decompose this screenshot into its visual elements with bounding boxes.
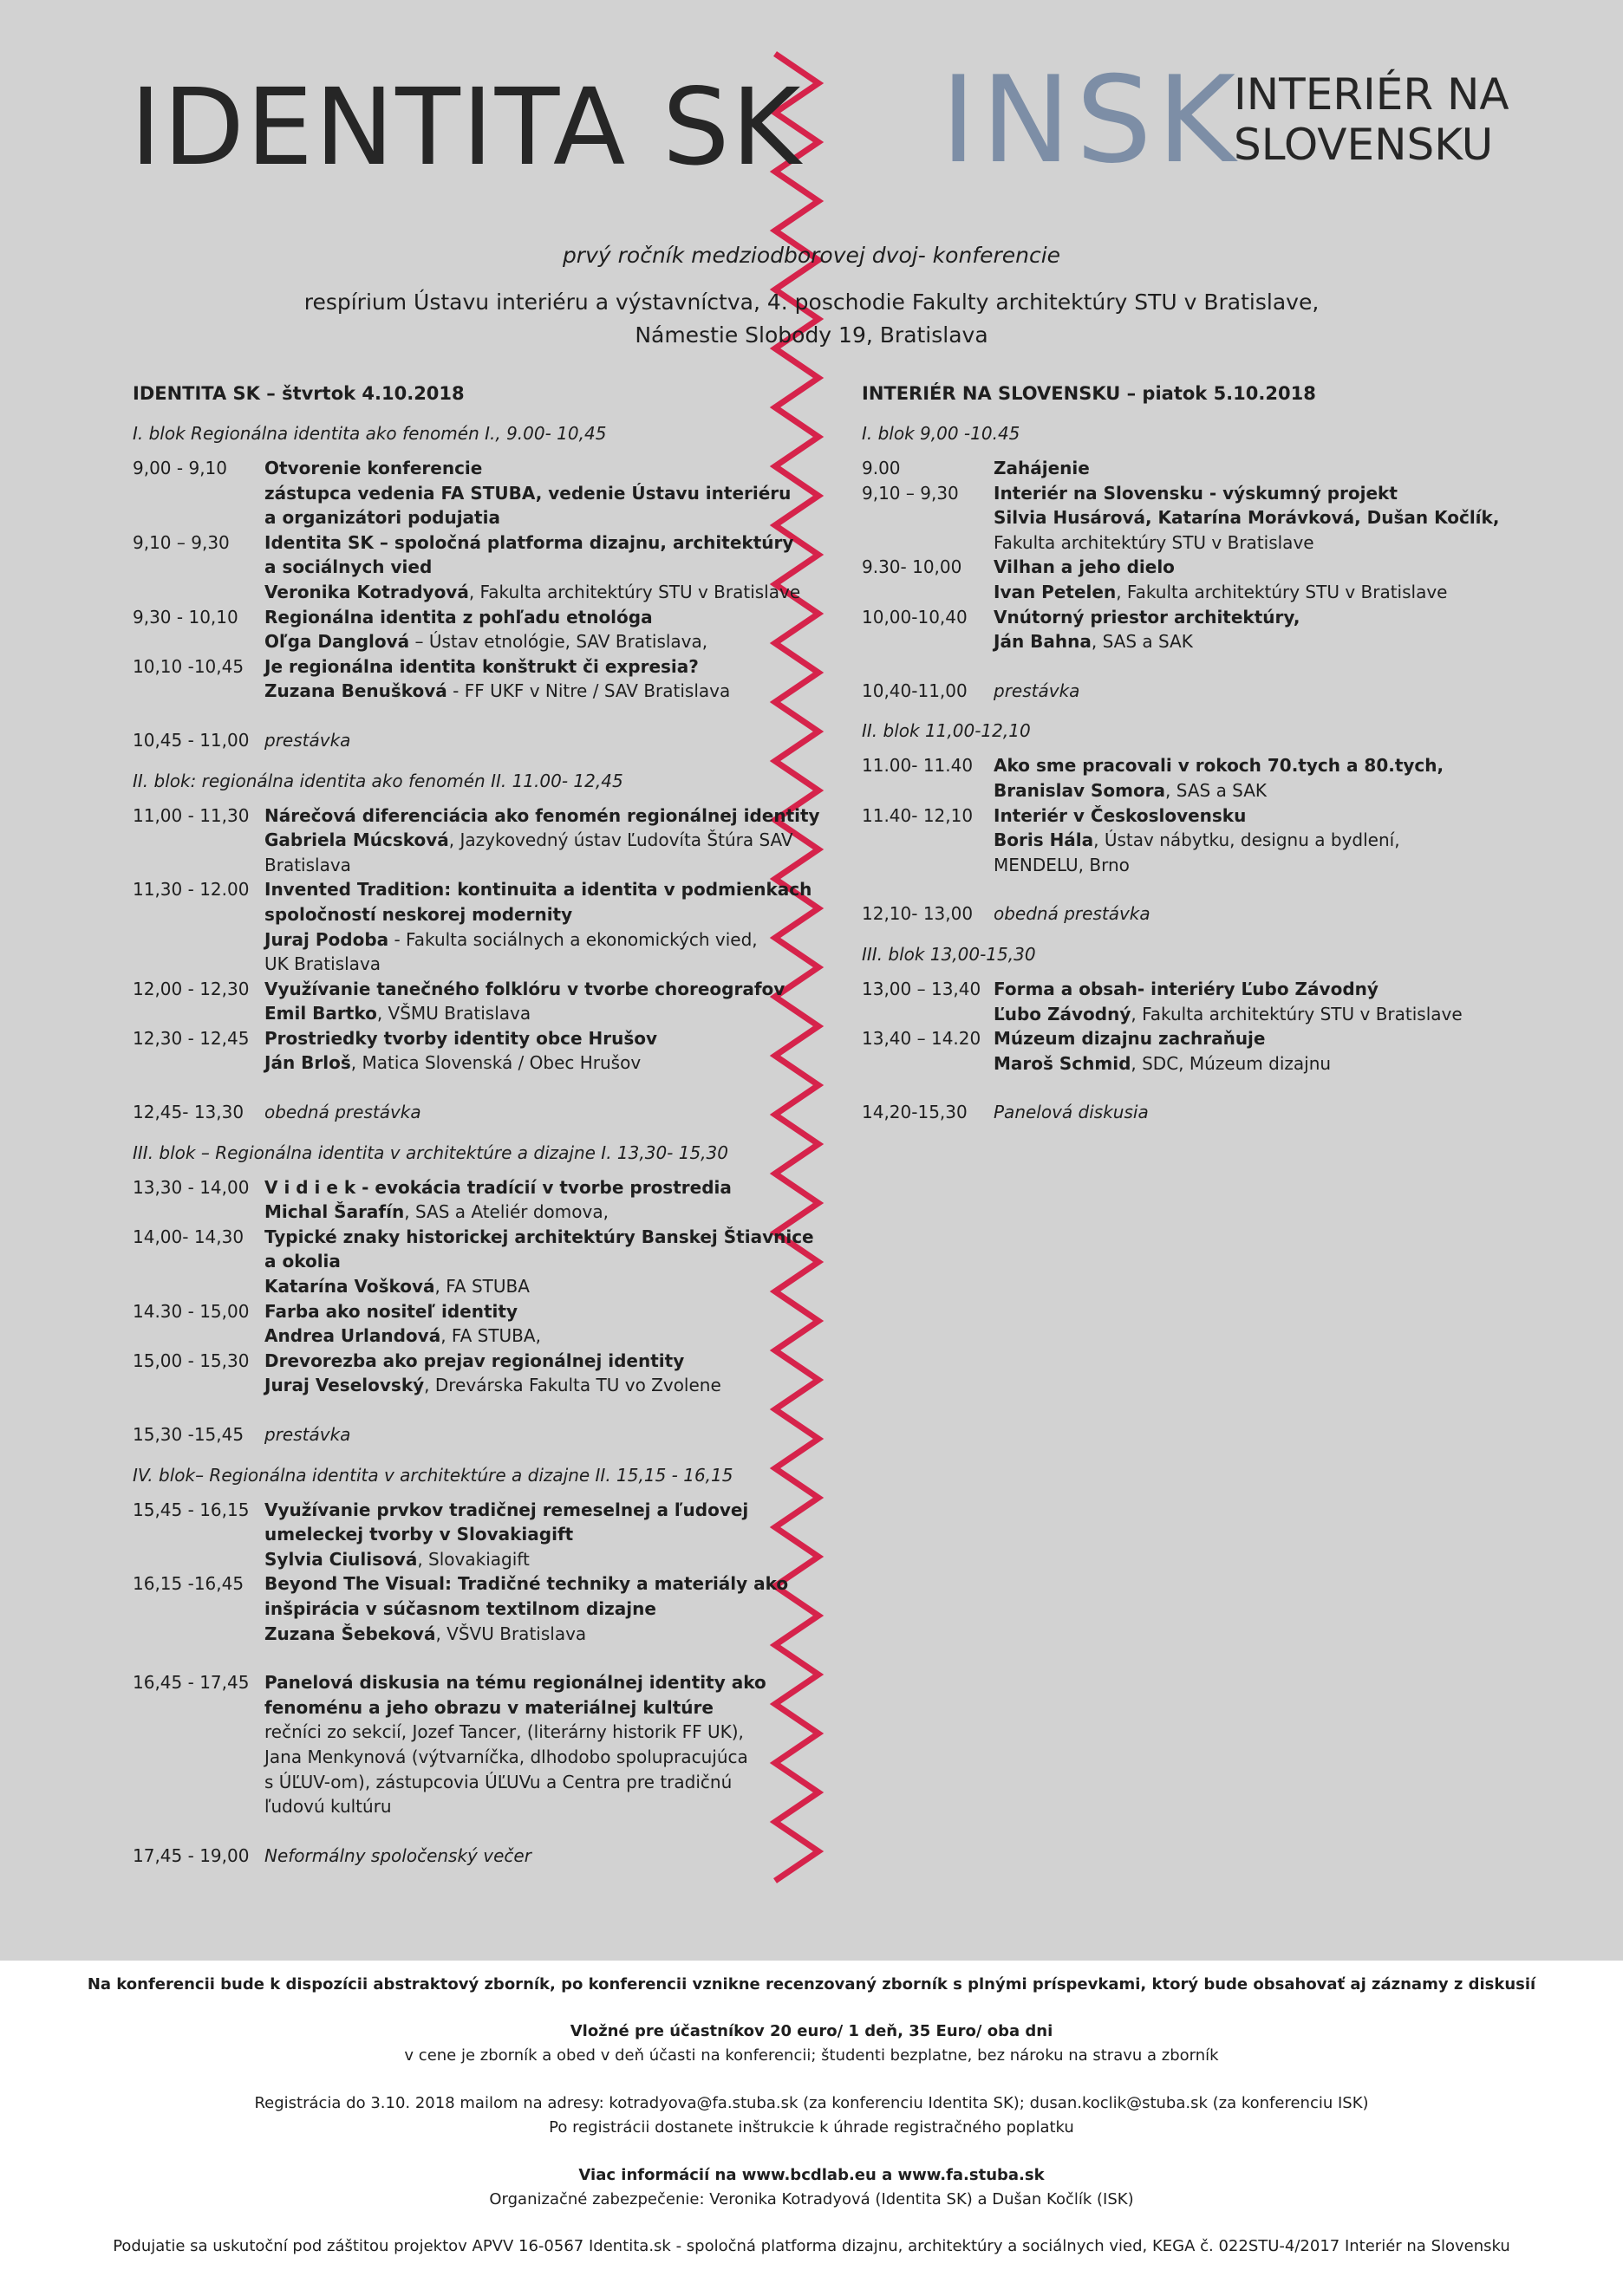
speaker-line	[264, 1001, 766, 1026]
speaker-name: Sylvia Ciulisová	[264, 1548, 418, 1570]
schedule-row	[133, 1844, 766, 1869]
time-slot: 15,00 - 15,30	[133, 1350, 250, 1371]
session-content	[994, 1026, 1486, 1076]
schedule-row	[133, 877, 812, 976]
time-slot: 9,10 – 9,30	[133, 531, 230, 553]
speaker-affiliation: , SDC, Múzeum dizajnu	[1131, 1052, 1332, 1074]
session-detail-line: Fakulta architektúry STU v Bratislave	[994, 531, 1314, 553]
session-content	[994, 753, 1486, 803]
session-content	[264, 803, 820, 878]
time-slot: 16,45 - 17,45	[133, 1672, 250, 1694]
session-detail-line: rečníci zo sekcií, Jozef Tancer, (literárny historik FF UK),	[264, 1721, 744, 1743]
session-title-line: umeleckej tvorby v Slovakiagift	[264, 1524, 574, 1545]
session-title-line: Farba ako nositeľ identity	[264, 1300, 518, 1322]
session-title-line: Prostriedky tvorby identity obce Hrušov	[264, 1027, 658, 1049]
speaker-line	[264, 1547, 766, 1572]
block-heading: III. blok 13,00-15,30	[862, 943, 1036, 965]
block-heading: III. blok – Regionálna identita v architektúre a dizajne I. 13,30- 15,30	[133, 1141, 728, 1163]
schedule-row	[133, 1100, 766, 1125]
session-detail-line: MENDELU, Brno	[994, 854, 1130, 875]
time-slot: 15,30 -15,45	[133, 1424, 244, 1445]
time-slot: 10,45 - 11,00	[133, 729, 250, 751]
conference-subtitle: prvý ročník medziodborovej dvoj- konferencie	[562, 243, 1061, 268]
speaker-affiliation: , SAS a SAK	[1091, 631, 1193, 653]
schedule-row	[862, 1100, 1486, 1125]
session-content	[264, 456, 792, 530]
speaker-name: Ľubo Závodný	[994, 1003, 1131, 1024]
break-label: prestávka	[994, 680, 1080, 701]
speaker-line	[264, 927, 766, 953]
schedule-row	[133, 803, 820, 878]
session-detail-line: Jana Menkynová (výtvarníčka, dlhodobo spolupracujúca	[264, 1746, 748, 1767]
schedule-row	[133, 1299, 766, 1349]
speaker-name: Juraj Podoba	[264, 928, 389, 950]
block-heading: II. blok: regionálna identita ako fenomén II. 11.00- 12,45	[133, 770, 623, 791]
session-title-line: Regionálna identita z pohľadu etnológa	[264, 606, 653, 628]
time-slot: 9,10 – 9,30	[862, 482, 959, 504]
time-slot: 11,00 - 11,30	[133, 804, 250, 826]
session-title-line: spoločností neskorej modernity	[264, 903, 573, 925]
program-block	[133, 421, 801, 753]
schedule-row	[133, 1175, 766, 1225]
session-title-line: Silvia Husárová, Katarína Morávková, Dušan Kočlík,	[994, 507, 1500, 529]
session-title-line: Interiér v Československu	[994, 804, 1247, 826]
footer-fee	[0, 2020, 1623, 2068]
session-content	[994, 605, 1486, 654]
day-heading: INTERIÉR NA SLOVENSKU – piatok 5.10.2018	[862, 383, 1316, 404]
zigzag-edge-decoration	[0, 1926, 1623, 1964]
speaker-affiliation: , FA STUBA,	[440, 1325, 541, 1347]
speaker-name: Juraj Veselovský	[264, 1375, 425, 1396]
program-block	[862, 942, 1486, 1125]
registration-text: Registrácia do 3.10. 2018 mailom na adresy: kotradyova@fa.stuba.sk (za konferenciu Identita SK); dusan.koclik@stuba.sk (za konferenciu ISK)	[254, 2094, 1369, 2112]
schedule-row	[862, 679, 1486, 704]
schedule-row	[862, 901, 1486, 927]
program-block	[133, 1463, 789, 1869]
speaker-line	[994, 778, 1486, 803]
speaker-name: Veronika Kotradyová	[264, 581, 469, 602]
speaker-name: Michal Šarafín	[264, 1201, 405, 1223]
identita-sk-program	[133, 381, 820, 1868]
registration-note: Po registrácii dostanete inštrukcie k úhrade registračného poplatku	[549, 2118, 1074, 2137]
session-content	[264, 1026, 766, 1076]
session-title-line: a sociálnych vied	[264, 556, 433, 578]
session-content	[264, 1498, 766, 1572]
schedule-row	[862, 1026, 1486, 1076]
break-label: obedná prestávka	[264, 1102, 421, 1123]
venue-line: respírium Ústavu interiéru a výstavníctva, 4. poschodie Fakulty architektúry STU v Bratislave,	[303, 289, 1320, 315]
speaker-affiliation: , SAS a SAK	[1165, 779, 1268, 801]
organizers-text: Organizačné zabezpečenie: Veronika Kotradyová (Identita SK) a Dušan Kočlík (ISK)	[489, 2190, 1134, 2208]
time-slot: 13,00 – 13,40	[862, 978, 981, 999]
speaker-line	[994, 629, 1486, 654]
session-detail-line: Bratislava	[264, 854, 351, 875]
speaker-affiliation: , SAS a Ateliér domova,	[404, 1201, 609, 1223]
speaker-name: Ján Brloš	[264, 1052, 351, 1074]
schedule-row	[133, 654, 766, 704]
speaker-line	[264, 1050, 766, 1076]
session-content	[264, 877, 812, 976]
speaker-line	[264, 1274, 766, 1299]
speaker-name: Emil Bartko	[264, 1003, 377, 1024]
speaker-affiliation: , VŠMU Bratislava	[376, 1003, 531, 1024]
session-title-line: Typické znaky historickej architektúry Banskej Štiavnice	[264, 1226, 814, 1247]
session-content	[994, 481, 1500, 556]
schedule-row	[133, 728, 766, 753]
identita-sk-title: IDENTITA SK	[130, 66, 803, 189]
session-title-line: Využívanie tanečného folklóru v tvorbe choreografov	[264, 978, 785, 999]
session-title-line: V i d i e k - evokácia tradícií v tvorbe prostredia	[264, 1176, 732, 1198]
session-title-line: Drevorezba ako prejav regionálnej identity	[264, 1350, 685, 1371]
speaker-line	[994, 828, 1486, 853]
more-info-link[interactable]: Viac informácií na www.bcdlab.eu a www.fa.stuba.sk	[578, 2166, 1045, 2184]
venue-line: Námestie Slobody 19, Bratislava	[635, 322, 988, 348]
fee-note: v cene je zborník a obed v deň účasti na konferencii; študenti bezplatne, bez nároku na stravu a zborník	[404, 2046, 1219, 2065]
speaker-name: Gabriela Múcsková	[264, 829, 449, 851]
block-heading: I. blok 9,00 -10.45	[862, 423, 1020, 444]
time-slot: 12,45- 13,30	[133, 1102, 244, 1123]
insk-program	[862, 381, 1500, 1125]
schedule-row	[133, 1225, 814, 1299]
session-detail-line: ľudovú kultúru	[264, 1796, 392, 1818]
session-content	[264, 1571, 789, 1646]
speaker-name: Zuzana Šebeková	[264, 1623, 436, 1644]
schedule-row	[133, 605, 766, 654]
time-slot: 10,40-11,00	[862, 680, 968, 701]
speaker-line	[264, 828, 793, 853]
program-block	[862, 421, 1500, 703]
insk-logo-subtitle	[1234, 69, 1520, 170]
serrated-edge	[0, 1926, 1623, 1961]
speaker-line	[264, 629, 766, 654]
time-slot: 14,20-15,30	[862, 1102, 968, 1123]
session-title-line: Interiér na Slovensku - výskumný projekt	[994, 482, 1398, 504]
break-label: obedná prestávka	[994, 903, 1150, 925]
speaker-affiliation: , FA STUBA	[434, 1276, 530, 1298]
break-label: Panelová diskusia	[994, 1102, 1149, 1123]
session-content	[264, 1225, 814, 1299]
session-content	[264, 1299, 766, 1349]
session-content	[264, 530, 801, 605]
session-content	[994, 901, 1486, 927]
time-slot: 9.30- 10,00	[862, 556, 962, 578]
time-slot: 16,15 -16,45	[133, 1573, 244, 1595]
schedule-row	[862, 555, 1486, 604]
schedule-row	[133, 530, 801, 605]
block-heading: II. blok 11,00-12,10	[862, 720, 1031, 742]
break-label: Neformálny spoločenský večer	[264, 1844, 531, 1866]
speaker-name: Andrea Urlandová	[264, 1325, 441, 1347]
session-content	[994, 977, 1486, 1026]
block-heading: I. blok Regionálna identita ako fenomén I., 9.00- 10,45	[133, 423, 607, 444]
speaker-affiliation: , Matica Slovenská / Obec Hrušov	[350, 1052, 642, 1074]
session-title-line: Ako sme pracovali v rokoch 70.tych a 80.tych,	[994, 755, 1444, 777]
footer-info	[0, 2163, 1623, 2212]
insk-subtitle-line: INTERIÉR NA	[1234, 69, 1509, 120]
speaker-affiliation: , Ústav nábytku, designu a bydlení,	[1093, 829, 1400, 851]
time-slot: 13,30 - 14,00	[133, 1176, 250, 1198]
time-slot: 17,45 - 19,00	[133, 1844, 250, 1866]
schedule-row	[133, 456, 792, 530]
schedule-row	[133, 1422, 766, 1447]
speaker-affiliation: – Ústav etnológie, SAV Bratislava,	[409, 631, 708, 653]
session-content	[264, 977, 785, 1026]
schedule-row	[862, 803, 1486, 878]
session-title-line: inšpirácia v súčasnom textilnom dizajne	[264, 1597, 656, 1619]
time-slot: 9.00	[862, 458, 901, 478]
speaker-affiliation: - FF UKF v Nitre / SAV Bratislava	[446, 680, 731, 702]
session-detail-line: UK Bratislava	[264, 953, 381, 975]
session-content	[264, 1844, 766, 1869]
schedule-row	[133, 1349, 766, 1398]
session-title-line: Forma a obsah- interiéry Ľubo Závodný	[994, 978, 1379, 999]
program-block	[862, 719, 1486, 927]
session-title-line: Beyond The Visual: Tradičné techniky a materiály ako	[264, 1573, 789, 1595]
speaker-line	[264, 1324, 766, 1349]
session-content	[994, 1100, 1486, 1125]
speaker-name: Maroš Schmid	[994, 1052, 1131, 1074]
schedule-row	[133, 1571, 789, 1646]
time-slot: 12,10- 13,00	[862, 903, 974, 925]
time-slot: 12,00 - 12,30	[133, 978, 250, 999]
speaker-affiliation: , Fakulta architektúry STU v Bratislave	[468, 581, 801, 602]
session-title-line: Otvorenie konferencie	[264, 458, 483, 478]
speaker-line	[994, 1051, 1486, 1076]
speaker-line	[994, 580, 1486, 605]
time-slot: 12,30 - 12,45	[133, 1027, 250, 1049]
schedule-row	[133, 1498, 766, 1572]
time-slot: 11.00- 11.40	[862, 755, 974, 777]
venue	[0, 286, 1623, 352]
speaker-line	[264, 679, 766, 704]
speaker-name: Zuzana Benušková	[264, 680, 447, 702]
session-title-line: a okolia	[264, 1251, 341, 1272]
time-slot: 10,00-10,40	[862, 606, 968, 628]
session-content	[264, 605, 766, 654]
session-title-line: Invented Tradition: kontinuita a identita v podmienkach	[264, 879, 812, 901]
session-content	[264, 1670, 766, 1819]
speaker-name: Boris Hála	[994, 829, 1094, 851]
schedule-row	[862, 753, 1486, 803]
fee-text: Vložné pre účastníkov 20 euro/ 1 deň, 35 Euro/ oba dni	[570, 2022, 1053, 2040]
schedule-row	[133, 1026, 766, 1076]
proceedings-note: Na konferencii bude k dispozícii abstraktový zborník, po konferencii vznikne recenzovaný zborník s plnými príspevkami, ktorý bude obsahovať aj záznamy z diskusií	[87, 1975, 1536, 1994]
schedule-row	[133, 1670, 766, 1819]
time-slot: 15,45 - 16,15	[133, 1499, 250, 1520]
insk-logo-acronym: INSK	[941, 50, 1242, 190]
speaker-affiliation: , Fakulta architektúry STU v Bratislave	[1116, 581, 1448, 602]
schedule-row	[862, 481, 1500, 556]
schedule-row	[862, 605, 1486, 654]
session-title-line: Múzeum dizajnu zachraňuje	[994, 1028, 1266, 1050]
speaker-name: Katarína Vošková	[264, 1276, 435, 1298]
program-block	[133, 1141, 814, 1447]
day-heading: IDENTITA SK – štvrtok 4.10.2018	[133, 383, 465, 404]
session-title-line: Vilhan a jeho dielo	[994, 556, 1175, 578]
session-content	[994, 803, 1486, 878]
session-content	[264, 1422, 766, 1447]
session-title-line: fenoménu a jeho obrazu v materiálnej kultúre	[264, 1696, 714, 1718]
time-slot: 14.30 - 15,00	[133, 1300, 250, 1322]
speaker-affiliation: , Jazykovedný ústav Ľudovíta Štúra SAV	[448, 829, 793, 851]
session-title-line: Identita SK – spoločná platforma dizajnu, architektúry	[264, 531, 794, 553]
speaker-affiliation: , VŠVU Bratislava	[435, 1623, 587, 1644]
session-content	[994, 679, 1486, 704]
time-slot: 9,00 - 9,10	[133, 458, 227, 478]
session-title-line: Nárečová diferenciácia ako fenomén regionálnej identity	[264, 804, 820, 826]
schedule-row	[862, 456, 1486, 481]
footer-support	[0, 2234, 1623, 2259]
speaker-line	[264, 1622, 766, 1647]
session-content	[994, 555, 1486, 604]
speaker-affiliation: , Slovakiagift	[417, 1548, 530, 1570]
speaker-affiliation: - Fakulta sociálnych a ekonomických vied,	[388, 928, 758, 950]
insk-subtitle-line: SLOVENSKU	[1234, 120, 1494, 170]
session-title-line: a organizátori podujatia	[264, 507, 500, 529]
schedule-row	[862, 977, 1486, 1026]
speaker-name: Ján Bahna	[994, 631, 1092, 653]
session-content	[264, 1100, 766, 1125]
break-label: prestávka	[264, 729, 351, 751]
session-title-line: Je regionálna identita konštrukt či expresia?	[264, 655, 699, 677]
session-title-line: Vnútorný priestor architektúry,	[994, 606, 1300, 628]
support-text: Podujatie sa uskutoční pod záštitou projektov APVV 16-0567 Identita.sk - spoločná platforma dizajnu, architektúry a sociálnych vied, KEGA č. 022STU-4/2017 Interiér na Slovensku	[113, 2237, 1510, 2255]
session-title-line: zástupca vedenia FA STUBA, vedenie Ústavu interiéru	[264, 482, 792, 504]
footer-registration	[0, 2091, 1623, 2140]
session-content	[264, 1349, 766, 1398]
footer-note	[0, 1973, 1623, 1997]
session-title-line: Panelová diskusia na tému regionálnej identity ako	[264, 1672, 766, 1694]
program-block	[133, 769, 820, 1125]
session-content	[264, 728, 766, 753]
schedule-row	[133, 977, 785, 1026]
block-heading: IV. blok– Regionálna identita v architektúre a dizajne II. 15,15 - 16,15	[133, 1464, 733, 1486]
time-slot: 14,00- 14,30	[133, 1226, 244, 1247]
session-detail-line: s ÚĽUV-om), zástupcovia ÚĽUVu a Centra pre tradičnú	[264, 1771, 733, 1792]
speaker-name: Oľga Danglová	[264, 631, 410, 653]
time-slot: 11,30 - 12.00	[133, 879, 250, 901]
time-slot: 13,40 – 14.20	[862, 1028, 981, 1050]
session-title-line: Zahájenie	[994, 458, 1090, 478]
session-content	[264, 654, 766, 704]
break-label: prestávka	[264, 1424, 351, 1445]
speaker-line	[264, 1200, 766, 1225]
speaker-name: Ivan Petelen	[994, 581, 1117, 602]
speaker-line	[264, 580, 801, 605]
speaker-line	[994, 1002, 1486, 1027]
session-content	[994, 456, 1486, 481]
time-slot: 11.40- 12,10	[862, 804, 974, 826]
speaker-affiliation: , Fakulta architektúry STU v Bratislave	[1131, 1003, 1463, 1024]
session-content	[264, 1175, 766, 1225]
speaker-name: Branislav Somora	[994, 779, 1166, 801]
time-slot: 10,10 -10,45	[133, 655, 244, 677]
session-title-line: Využívanie prvkov tradičnej remeselnej a ľudovej	[264, 1499, 749, 1520]
time-slot: 9,30 - 10,10	[133, 606, 238, 628]
speaker-line	[264, 1373, 766, 1398]
speaker-affiliation: , Drevárska Fakulta TU vo Zvolene	[424, 1375, 721, 1396]
